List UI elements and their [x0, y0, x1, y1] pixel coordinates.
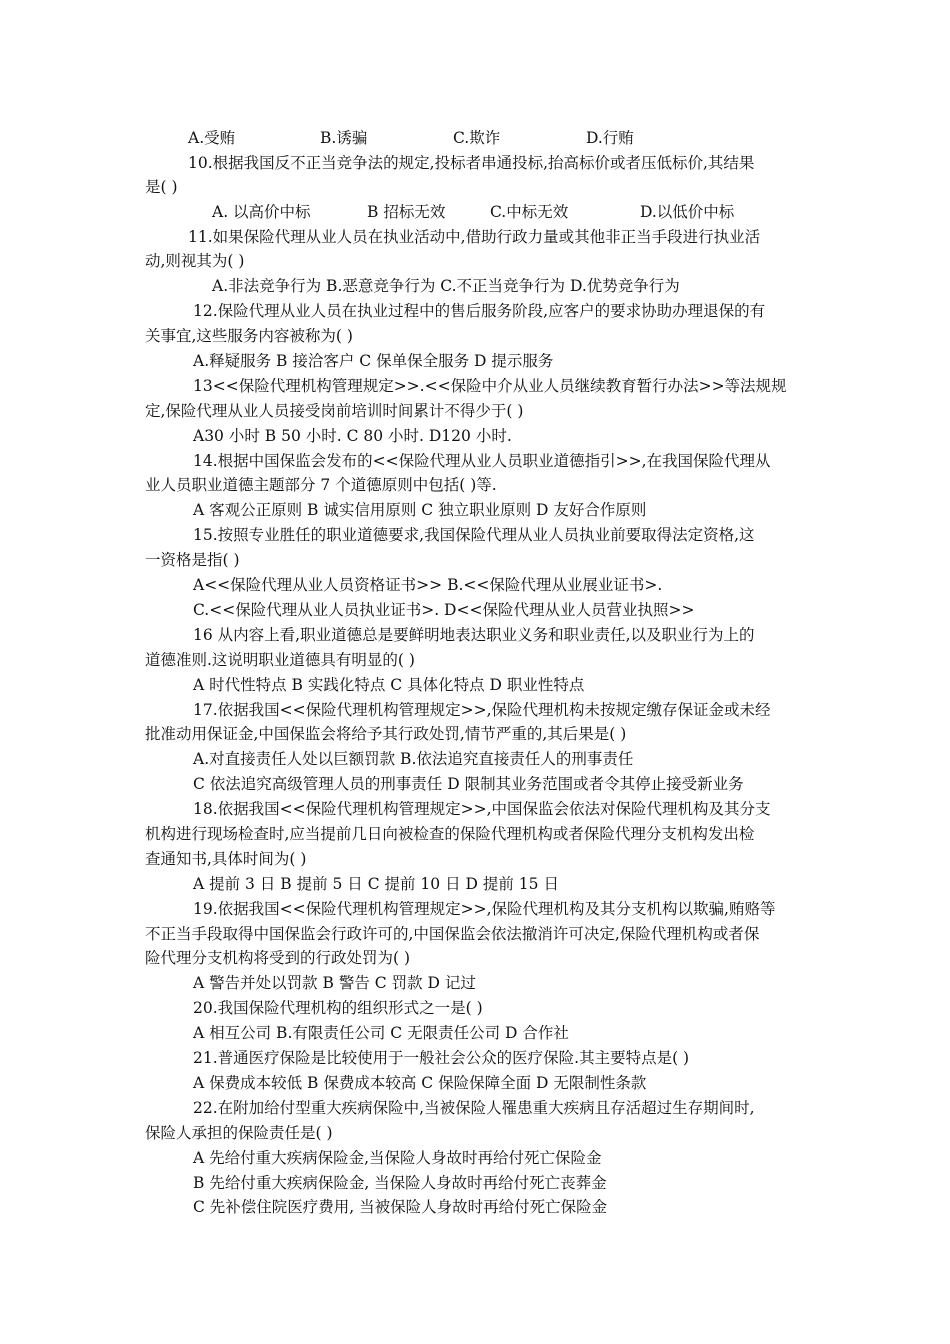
q15-options-cd: C.<<保险代理从业人员执业证书>. D<<保险代理从业人员营业执照>> — [193, 601, 695, 619]
q20-text: 20.我国保险代理机构的组织形式之一是( ) — [193, 999, 483, 1017]
q10-option-a: A. 以高价中标 — [212, 203, 311, 221]
q22-option-b: B 先给付重大疾病保险金, 当保险人身故时再给付死亡丧葬金 — [193, 1174, 607, 1192]
q22-text-line1: 22.在附加给付型重大疾病保险中,当被保险人罹患重大疾病且存活超过生存期间时, — [193, 1099, 755, 1117]
q11-text-line2: 动,则视其为( ) — [145, 252, 245, 270]
q15-text-line1: 15.按照专业胜任的职业道德要求,我国保险代理从业人员执业前要取得法定资格,这 — [193, 526, 755, 544]
q19-text-line2: 不正当手段取得中国保监会行政许可的,中国保监会依法撤消许可决定,保险代理机构或者保 — [145, 925, 760, 943]
q22-text-line2: 保险人承担的保险责任是( ) — [145, 1124, 333, 1142]
q9-option-a: A.受贿 — [188, 129, 236, 147]
q14-text-line1: 14.根据中国保监会发布的<<保险代理从业人员职业道德指引>>,在我国保险代理从 — [193, 452, 771, 470]
q15-options-ab: A<<保险代理从业人员资格证书>> B.<<保险代理从业展业证书>. — [193, 576, 663, 594]
q9-option-b: B.诱骗 — [320, 129, 368, 147]
q22-option-a: A 先给付重大疾病保险金,当保险人身故时再给付死亡保险金 — [193, 1149, 602, 1167]
q11-text-line1: 11.如果保险代理从业人员在执业活动中,借助行政力量或其他非正当手段进行执业活 — [188, 228, 761, 246]
q10-option-d: D.以低价中标 — [640, 203, 735, 221]
q13-text-line1: 13<<保险代理机构管理规定>>.<<保险中介从业人员继续教育暂行办法>>等法规规 — [193, 377, 787, 395]
q18-text-line1: 18.依据我国<<保险代理机构管理规定>>,中国保监会依法对保险代理机构及其分支 — [193, 800, 771, 818]
q12-text-line1: 12.保险代理从业人员在执业过程中的售后服务阶段,应客户的要求协助办理退保的有 — [193, 302, 766, 320]
q20-options: A 相互公司 B.有限责任公司 C 无限责任公司 D 合作社 — [193, 1024, 569, 1042]
q18-text-line2: 机构进行现场检查时,应当提前几日向被检查的保险代理机构或者保险代理分支机构发出检 — [145, 825, 755, 843]
q13-text-line2: 定,保险代理从业人员接受岗前培训时间累计不得少于( ) — [145, 402, 524, 420]
q14-options: A 客观公正原则 B 诚实信用原则 C 独立职业原则 D 友好合作原则 — [193, 501, 647, 519]
q19-text-line3: 险代理分支机构将受到的行政处罚为( ) — [145, 949, 411, 967]
q16-text-line1: 16 从内容上看,职业道德总是要鲜明地表达职业义务和职业责任,以及职业行为上的 — [193, 626, 755, 644]
q17-options-ab: A.对直接责任人处以巨额罚款 B.依法追究直接责任人的刑事责任 — [193, 750, 634, 768]
q10-option-b: B 招标无效 — [367, 203, 446, 221]
q17-options-cd: C 依法追究高级管理人员的刑事责任 D 限制其业务范围或者令其停止接受新业务 — [193, 775, 744, 793]
q19-text-line1: 19.依据我国<<保险代理机构管理规定>>,保险代理机构及其分支机构以欺骗,贿赂等 — [193, 900, 776, 918]
q12-options: A.释疑服务 B 接洽客户 C 保单保全服务 D 提示服务 — [193, 352, 554, 370]
q10-text-line1: 10.根据我国反不正当竞争法的规定,投标者串通投标,抬高标价或者压低标价,其结果 — [188, 154, 755, 172]
q22-option-c: C 先补偿住院医疗费用, 当被保险人身故时再给付死亡保险金 — [193, 1198, 608, 1216]
q16-options: A 时代性特点 B 实践化特点 C 具体化特点 D 职业性特点 — [193, 676, 585, 694]
q9-option-d: D.行贿 — [586, 129, 634, 147]
q15-text-line2: 一资格是指( ) — [145, 551, 240, 569]
q17-text-line1: 17.依据我国<<保险代理机构管理规定>>,保险代理机构未按规定缴存保证金或未经 — [193, 701, 771, 719]
q10-option-c: C.中标无效 — [490, 203, 569, 221]
q11-options: A.非法竞争行为 B.恶意竞争行为 C.不正当竞争行为 D.优势竞争行为 — [212, 277, 680, 295]
q9-option-c: C.欺诈 — [453, 129, 501, 147]
q18-options: A 提前 3 日 B 提前 5 日 C 提前 10 日 D 提前 15 日 — [193, 875, 559, 893]
q21-options: A 保费成本较低 B 保费成本较高 C 保险保障全面 D 无限制性条款 — [193, 1074, 647, 1092]
q21-text: 21.普通医疗保险是比较使用于一般社会公众的医疗保险.其主要特点是( ) — [193, 1049, 690, 1067]
q18-text-line3: 查通知书,具体时间为( ) — [145, 850, 307, 868]
q17-text-line2: 批准动用保证金,中国保监会将给予其行政处罚,情节严重的,其后果是( ) — [145, 725, 627, 743]
q14-text-line2: 业人员职业道德主题部分 7 个道德原则中包括( )等. — [145, 476, 497, 494]
q10-text-line2: 是( ) — [145, 178, 178, 196]
q16-text-line2: 道德准则.这说明职业道德具有明显的( ) — [145, 651, 415, 669]
q13-options: A30 小时 B 50 小时. C 80 小时. D120 小时. — [193, 427, 512, 445]
q19-options: A 警告并处以罚款 B 警告 C 罚款 D 记过 — [193, 974, 476, 992]
q12-text-line2: 关事宜,这些服务内容被称为( ) — [145, 327, 353, 345]
